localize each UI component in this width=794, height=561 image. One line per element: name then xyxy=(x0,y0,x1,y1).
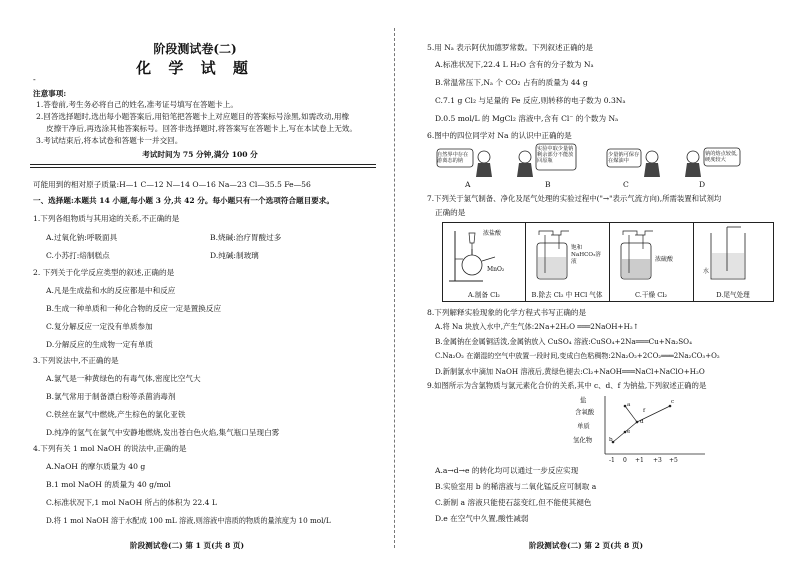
section-1-heading: 一、选择题:本题共 14 小题,每小题 3 分,共 42 分。每小题只有一个选项符合题目要求。 xyxy=(33,196,334,205)
q9-point-d: d xyxy=(640,419,644,425)
rule-2 xyxy=(30,167,376,168)
q6-label-c: C xyxy=(623,180,629,189)
wash-bottle-c xyxy=(609,223,693,287)
q9-ylabel-hydride: 氢化物 xyxy=(573,436,593,444)
reagent-water: 水 xyxy=(703,268,710,275)
q2-option-a: A.凡是生成盐和水的反应都是中和反应 xyxy=(46,286,176,295)
q9-point-e: e xyxy=(627,429,631,435)
q2-stem: 2. 下列关于化学反应类型的叙述,正确的是 xyxy=(33,268,175,277)
q7-apparatus-table xyxy=(442,222,774,302)
q8-option-d: D.新制氯水中滴加 NaOH 溶液后,黄绿色褪去:Cl₂+NaOH═══NaCl+NaClO+H₂O xyxy=(435,367,705,376)
corner-mark: - xyxy=(33,75,36,84)
q8-stem: 8.下列解释实验现象的化学方程式书写正确的是 xyxy=(427,308,587,317)
q9-tick-minus1: -1 xyxy=(609,457,615,464)
q3-option-a: A.氯气是一种黄绿色的有毒气体,密度比空气大 xyxy=(46,374,201,383)
page-left xyxy=(0,0,393,561)
q4-stem: 4.下列有关 1 mol NaOH 的说法中,正确的是 xyxy=(33,444,187,453)
notice-1: 1.答卷前,考生务必将自己的姓名,准考证号填写在答题卡上。 xyxy=(36,100,238,109)
notice-heading: 注意事项: xyxy=(33,89,67,98)
exam-title: 阶段测试卷(二) xyxy=(153,42,237,56)
q5-option-d: D.0.5 mol/L 的 MgCl₂ 溶液中,含有 Cl⁻ 的个数为 Nₐ xyxy=(435,114,619,123)
reagent-nahco3: 饱和NaHCO₃溶液 xyxy=(571,245,601,265)
q4-option-d: D.将 1 mol NaOH 溶于水配成 100 mL 溶液,则溶液中溶质的物质的量浓度为 10 mol/L xyxy=(46,516,331,525)
q9-option-a: A.a→d→e 的转化均可以通过一步反应实现 xyxy=(435,466,579,475)
q2-option-d: D.分解反应的生成物一定有单质 xyxy=(46,340,153,349)
atomic-mass: 可能用到的相对原子质量:H—1 C—12 N—14 O—16 Na—23 Cl—35.5 Fe—56 xyxy=(33,180,311,189)
q7-caption-a: A.制备 Cl₂ xyxy=(468,291,500,299)
q9-option-d: D.e 在空气中久置,酸性减弱 xyxy=(435,514,529,523)
q7-stem: 7.下列关于氯气制备、净化及尾气处理的实验过程中("→"表示气流方向),所需装置和试剂均 xyxy=(427,194,722,203)
q9-tick-0: 0 xyxy=(623,457,627,464)
q2-option-b: B.生成一种单质和一种化合物的反应一定是置换反应 xyxy=(46,304,222,313)
q5-option-a: A.标准状况下,22.4 L H₂O 含有的分子数为 Nₐ xyxy=(435,60,594,69)
rule-1 xyxy=(30,164,376,165)
q1-option-d: D.纯碱:制玻璃 xyxy=(210,251,259,260)
q9-option-c: C.新制 a 溶液只能使石蕊变红,但不能使其褪色 xyxy=(435,498,592,507)
q3-option-c: C.铁丝在氯气中燃烧,产生棕色的氯化亚铁 xyxy=(46,410,186,419)
q8-option-a: A.将 Na 块放入水中,产生气体:2Na+2H₂O ═══2NaOH+H₂↑ xyxy=(435,322,639,331)
q2-option-c: C.复分解反应一定没有单质参加 xyxy=(46,322,153,331)
q9-ylabel-salt: 盐 xyxy=(580,396,587,404)
q5-option-b: B.常温常压下,Nₐ 个 CO₂ 占有的质量为 44 g xyxy=(435,78,588,87)
q9-point-b: b xyxy=(609,437,613,443)
reagent-conc-h2so4: 浓硫酸 xyxy=(655,256,674,263)
q9-point-f: f xyxy=(643,408,646,414)
q6-students-figure xyxy=(435,143,765,187)
q9-ylabel-oxyacid: 含氧酸 xyxy=(575,408,595,416)
q3-option-b: B.氯气常用于制备漂白粉等杀菌消毒剂 xyxy=(46,392,176,401)
q4-option-a: A.NaOH 的摩尔质量为 40 g xyxy=(46,462,146,471)
q4-option-c: C.标准状况下,1 mol NaOH 所占的体积为 22.4 L xyxy=(46,498,217,507)
q6-label-d: D xyxy=(699,180,706,189)
notice-2-cont: 皮擦干净后,再选涂其他答案标号。回答非选择题时,将答案写在答题卡上,写在本试卷上无效。 xyxy=(46,124,357,133)
q1-option-c: C.小苏打:焙制糕点 xyxy=(46,251,110,260)
footer-page-1: 阶段测试卷(二) 第 1 页(共 8 页) xyxy=(130,541,245,550)
q7-caption-b: B.除去 Cl₂ 中 HCl 气体 xyxy=(531,291,603,299)
q7-cell-c xyxy=(609,223,694,301)
q7-cell-a xyxy=(443,223,526,301)
q9-tick-plus5: +5 xyxy=(669,457,678,464)
q6-stem: 6.图中的四位同学对 Na 的认识中正确的是 xyxy=(427,131,572,140)
notice-2: 2.回答选择题时,选出每小题答案后,用铅笔把答题卡上对应题目的答案标号涂黑,如需改动,用橡 xyxy=(36,112,350,121)
q9-option-b: B.实验室用 b 的稀溶液与二氧化锰反应可制取 a xyxy=(435,482,597,491)
q6-bubble-c: 少量钠可保存在煤油中 xyxy=(608,152,640,164)
q4-option-b: B.1 mol NaOH 的质量为 40 g/mol xyxy=(46,480,171,489)
q8-option-c: C.Na₂O₂ 在潮湿的空气中放置一段时间,变成白色粘稠物:2Na₂O₂+2CO₂═══2Na₂CO₃+O₂ xyxy=(435,352,720,360)
q6-bubble-b: 实验中取少量钠剩余部分不能放回原瓶 xyxy=(537,146,574,164)
q7-cell-d xyxy=(693,223,773,301)
q6-label-b: B xyxy=(545,180,551,189)
footer-page-2: 阶段测试卷(二) 第 2 页(共 8 页) xyxy=(529,541,644,550)
q9-stem: 9.如图所示为含氯物质与氯元素化合价的关系,其中 c、d、f 为钠盐,下列叙述正确的是 xyxy=(427,381,707,390)
q7-cell-b xyxy=(525,223,610,301)
q9-tick-plus1: +1 xyxy=(635,457,644,464)
q9-point-c: c xyxy=(671,399,675,405)
q7-stem-cont: 正确的是 xyxy=(435,208,466,217)
q9-ylabel-element: 单质 xyxy=(577,422,590,430)
subject-title: 化 学 试 题 xyxy=(136,59,254,77)
q1-option-b: B.烧碱:治疗胃酸过多 xyxy=(210,233,282,242)
q6-bubble-d: 钠的熔点较低,硬度较大 xyxy=(705,151,738,163)
q1-stem: 1.下列各组物质与其用途的关系,不正确的是 xyxy=(33,214,180,223)
q9-point-a: a xyxy=(627,402,631,408)
page-right xyxy=(397,0,794,561)
reagent-conc-hcl: 浓盐酸 xyxy=(483,230,502,237)
q5-option-c: C.7.1 g Cl₂ 与足量的 Fe 反应,则转移的电子数为 0.3Nₐ xyxy=(435,96,626,105)
q1-option-a: A.过氧化钠:呼吸面具 xyxy=(46,233,118,242)
reagent-mno2: MnO₂ xyxy=(487,266,505,273)
time-score: 考试时间为 75 分钟,满分 100 分 xyxy=(142,150,258,159)
notice-3: 3.考试结束后,将本试卷和答题卡一并交回。 xyxy=(36,136,183,145)
q7-caption-d: D.尾气处理 xyxy=(716,291,750,299)
q5-stem: 5.用 Nₐ 表示阿伏加德罗常数。下列叙述正确的是 xyxy=(427,43,593,52)
q3-stem: 3.下列说法中,不正确的是 xyxy=(33,356,119,365)
q9-tick-plus3: +3 xyxy=(653,457,662,464)
q3-option-d: D.纯净的氢气在氯气中安静地燃烧,发出苍白色火焰,集气瓶口呈现白雾 xyxy=(46,428,280,437)
q6-label-a: A xyxy=(465,180,471,189)
page-divider xyxy=(394,28,396,548)
q7-caption-c: C.干燥 Cl₂ xyxy=(635,291,667,299)
q6-bubble-a: 自然界中存在游离态的钠 xyxy=(437,152,469,164)
q8-option-b: B.金属钠在金属铜活泼,金属钠放入 CuSO₄ 溶液:CuSO₄+2Na═══Cu+Na₂SO₄ xyxy=(435,337,692,346)
beaker-d xyxy=(693,223,773,287)
